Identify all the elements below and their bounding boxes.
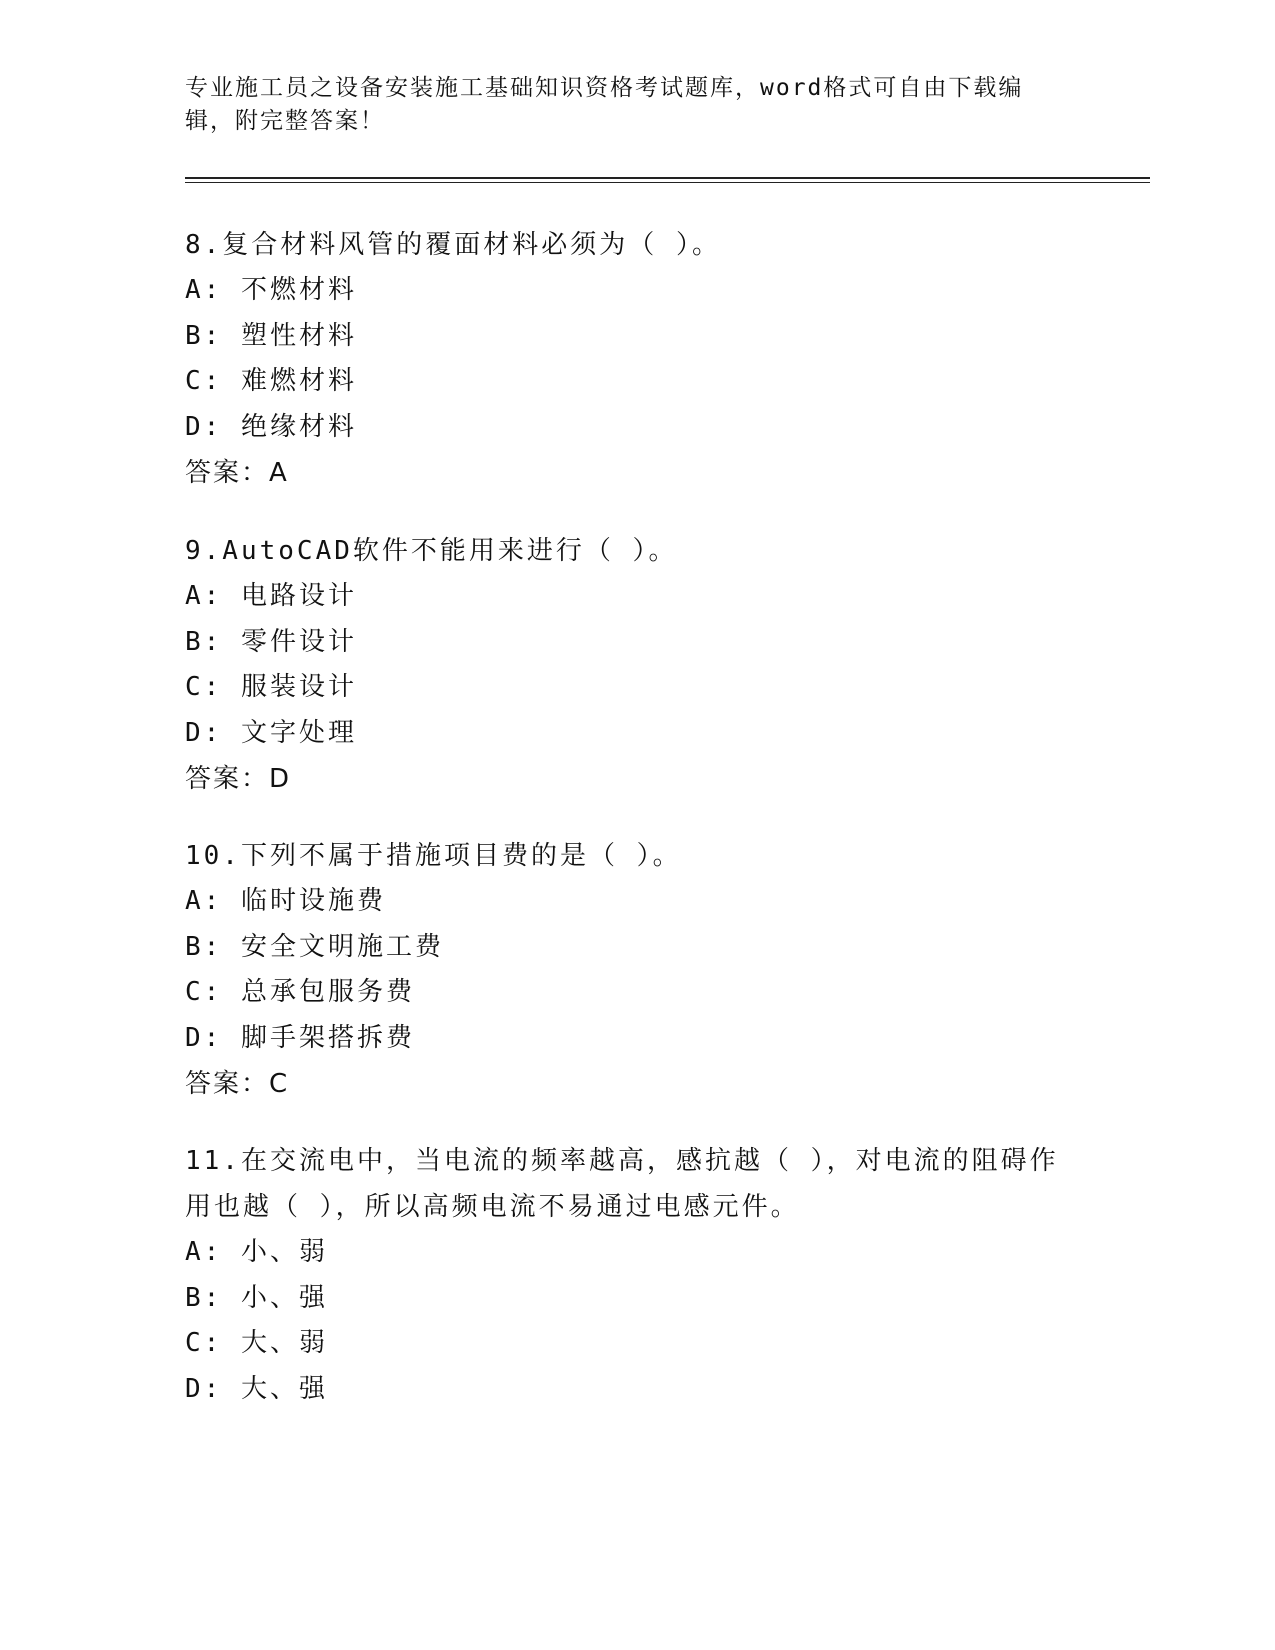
option-a: A: 小、弱 (185, 1237, 328, 1267)
question-stem: 11.在交流电中，当电流的频率越高，感抗越（ ），对电流的阻碍作用也越（ ），所以高频电流不易通过电感元件。 (185, 1146, 1059, 1222)
answer-label: 答案：D (185, 764, 292, 794)
option-c: C: 大、弱 (185, 1328, 328, 1358)
option-d: D: 绝缘材料 (185, 411, 357, 442)
question-stem: 9.AutoCAD软件不能用来进行（ ）。 (185, 536, 678, 566)
header-divider-thick (185, 177, 1150, 179)
option-b: B: 零件设计 (185, 626, 357, 657)
option-a: A: 不燃材料 (185, 275, 357, 305)
page-header-text: 专业施工员之设备安装施工基础知识资格考试题库，word格式可自由下载编辑，附完整答案！ (185, 75, 1024, 134)
question-stem: 10.下列不属于措施项目费的是（ ）。 (185, 841, 682, 871)
answer-label: 答案：A (185, 458, 289, 488)
question-11 (185, 1138, 1085, 1412)
answer-label: 答案：C (185, 1069, 290, 1099)
option-c: C: 难燃材料 (185, 366, 357, 396)
option-c: C: 服装设计 (185, 672, 357, 702)
question-10 (185, 833, 1085, 1107)
option-d: D: 文字处理 (185, 717, 357, 748)
header-divider-thin (185, 182, 1150, 183)
option-b: B: 塑性材料 (185, 320, 357, 351)
question-stem: 8.复合材料风管的覆面材料必须为（ ）。 (185, 230, 721, 260)
option-d: D: 大、强 (185, 1373, 328, 1404)
option-c: C: 总承包服务费 (185, 977, 415, 1007)
question-9 (185, 528, 1085, 802)
option-b: B: 安全文明施工费 (185, 931, 444, 962)
option-b: B: 小、强 (185, 1282, 328, 1313)
option-d: D: 脚手架搭拆费 (185, 1022, 415, 1053)
option-a: A: 电路设计 (185, 581, 357, 611)
option-a: A: 临时设施费 (185, 886, 386, 916)
question-8 (185, 222, 1085, 496)
